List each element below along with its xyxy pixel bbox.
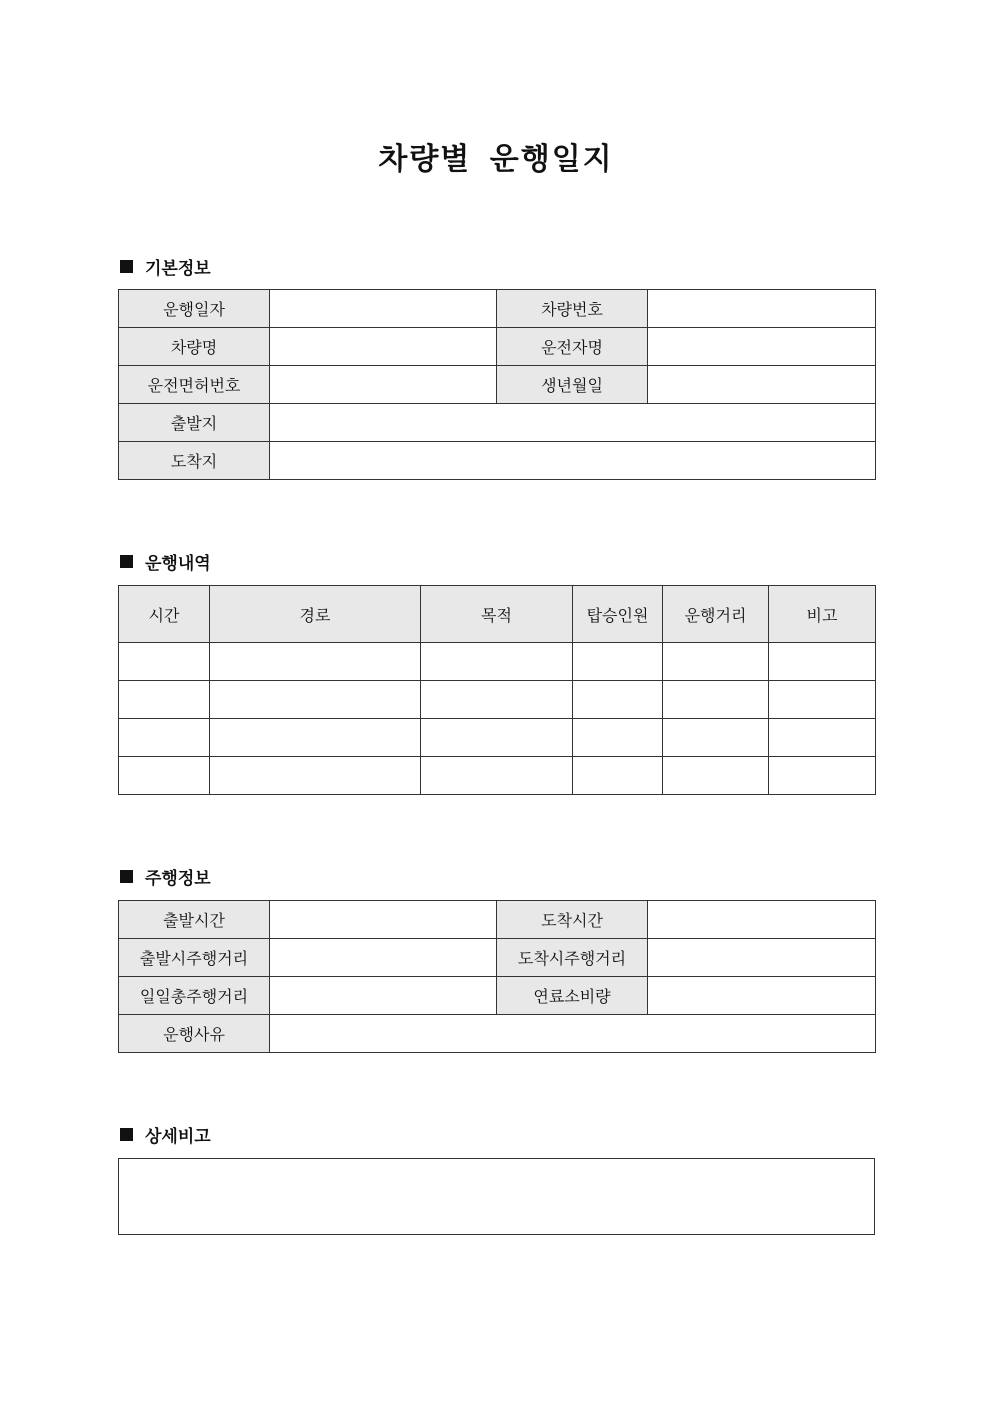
field-vehicle-name[interactable]	[270, 328, 497, 366]
cell-route[interactable]	[210, 719, 421, 757]
label-birth: 생년월일	[497, 366, 648, 404]
cell-time[interactable]	[119, 719, 210, 757]
field-depart-time[interactable]	[270, 901, 497, 939]
label-daily-total: 일일총주행거리	[119, 977, 270, 1015]
table-row	[119, 643, 876, 681]
cell-route[interactable]	[210, 643, 421, 681]
cell-time[interactable]	[119, 643, 210, 681]
basic-info-heading	[120, 254, 211, 279]
field-license[interactable]	[270, 366, 497, 404]
label-depart-time: 출발시간	[119, 901, 270, 939]
cell-remarks[interactable]	[769, 757, 876, 795]
notes-field[interactable]	[118, 1158, 875, 1235]
cell-time[interactable]	[119, 681, 210, 719]
cell-remarks[interactable]	[769, 643, 876, 681]
label-plate: 차량번호	[497, 290, 648, 328]
column-header-route: 경로	[210, 586, 421, 643]
notes-heading-label: 상세비고	[145, 1127, 211, 1147]
basic-info-table	[118, 289, 876, 480]
driving-info-table	[118, 900, 876, 1053]
cell-passengers[interactable]	[573, 719, 663, 757]
label-vehicle-name: 차량명	[119, 328, 270, 366]
column-header-time: 시간	[119, 586, 210, 643]
square-bullet-icon	[120, 555, 133, 568]
square-bullet-icon	[120, 260, 133, 273]
cell-route[interactable]	[210, 681, 421, 719]
label-license: 운전면허번호	[119, 366, 270, 404]
table-row	[119, 681, 876, 719]
cell-purpose[interactable]	[421, 681, 573, 719]
notes-heading	[120, 1122, 211, 1147]
label-arrive-time: 도착시간	[497, 901, 648, 939]
cell-purpose[interactable]	[421, 643, 573, 681]
label-fuel-cost: 연료소비량	[497, 977, 648, 1015]
operation-log-table	[118, 585, 876, 795]
cell-distance[interactable]	[663, 719, 769, 757]
driving-info-heading-label: 주행정보	[145, 869, 211, 889]
column-header-purpose: 목적	[421, 586, 573, 643]
label-arrival: 도착지	[119, 442, 270, 480]
square-bullet-icon	[120, 870, 133, 883]
cell-time[interactable]	[119, 757, 210, 795]
driving-info-heading	[120, 864, 211, 889]
label-depart-odometer: 출발시주행거리	[119, 939, 270, 977]
cell-distance[interactable]	[663, 757, 769, 795]
field-plate[interactable]	[648, 290, 876, 328]
cell-passengers[interactable]	[573, 757, 663, 795]
cell-route[interactable]	[210, 757, 421, 795]
field-arrive-odometer[interactable]	[648, 939, 876, 977]
label-arrive-odometer: 도착시주행거리	[497, 939, 648, 977]
cell-remarks[interactable]	[769, 681, 876, 719]
field-driver[interactable]	[648, 328, 876, 366]
basic-info-heading-label: 기본정보	[145, 259, 211, 279]
cell-distance[interactable]	[663, 681, 769, 719]
cell-passengers[interactable]	[573, 681, 663, 719]
cell-passengers[interactable]	[573, 643, 663, 681]
page-title: 차량별 운행일지	[378, 142, 614, 177]
field-daily-total[interactable]	[270, 977, 497, 1015]
field-departure[interactable]	[270, 404, 876, 442]
label-departure: 출발지	[119, 404, 270, 442]
cell-purpose[interactable]	[421, 757, 573, 795]
cell-remarks[interactable]	[769, 719, 876, 757]
field-date[interactable]	[270, 290, 497, 328]
column-header-passengers: 탑승인원	[573, 586, 663, 643]
field-depart-odometer[interactable]	[270, 939, 497, 977]
label-driver: 운전자명	[497, 328, 648, 366]
square-bullet-icon	[120, 1128, 133, 1141]
field-reason[interactable]	[270, 1015, 876, 1053]
table-row	[119, 719, 876, 757]
operation-log-heading-label: 운행내역	[145, 554, 211, 574]
cell-distance[interactable]	[663, 643, 769, 681]
label-reason: 운행사유	[119, 1015, 270, 1053]
cell-purpose[interactable]	[421, 719, 573, 757]
field-fuel-cost[interactable]	[648, 977, 876, 1015]
label-date: 운행일자	[119, 290, 270, 328]
field-arrive-time[interactable]	[648, 901, 876, 939]
table-row	[119, 757, 876, 795]
field-birth[interactable]	[648, 366, 876, 404]
column-header-remarks: 비고	[769, 586, 876, 643]
operation-log-heading	[120, 549, 211, 574]
column-header-distance: 운행거리	[663, 586, 769, 643]
field-arrival[interactable]	[270, 442, 876, 480]
